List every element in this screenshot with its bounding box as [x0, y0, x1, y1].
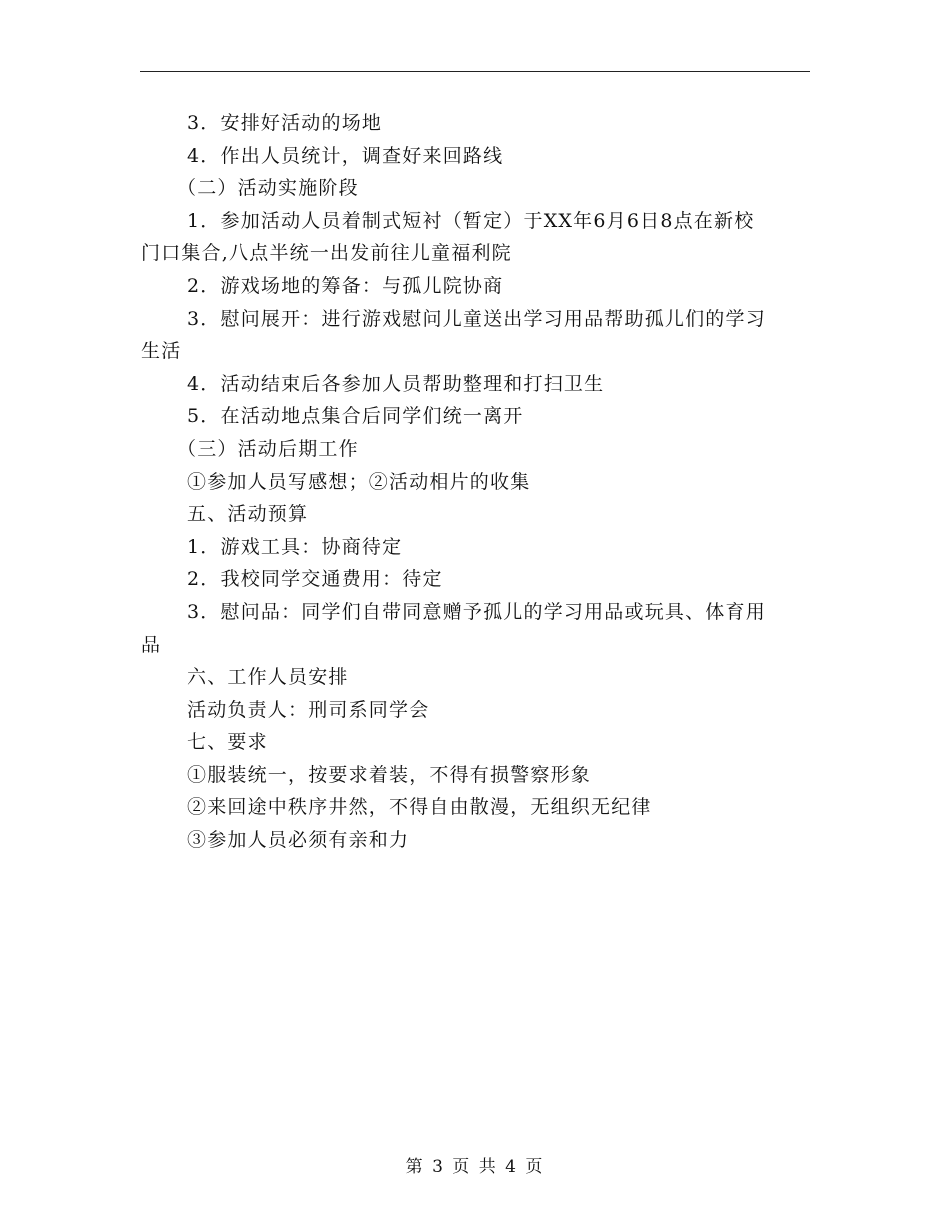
- list-item-dress-code: ①服装统一，按要求着装，不得有损警察形象: [187, 763, 592, 786]
- paragraph-gifts: 3．慰问品：同学们自带同意赠予孤儿的学习用品或玩具、体育用: [187, 600, 766, 623]
- document-body: [141, 107, 811, 857]
- list-item-game-venue: 2．游戏场地的筹备：与孤儿院协商: [187, 274, 504, 297]
- paragraph-visit: 3．慰问展开：进行游戏慰问儿童送出学习用品帮助孤儿们的学习: [187, 307, 766, 330]
- paragraph-assembly-continued: 门口集合,八点半统一出发前往儿童福利院: [141, 242, 512, 265]
- list-item-departure: 5．在活动地点集合后同学们统一离开: [187, 405, 524, 428]
- list-item-organizer: 活动负责人：刑司系同学会: [187, 698, 430, 721]
- list-item-reflections: ①参加人员写感想；②活动相片的收集: [187, 470, 531, 493]
- section-heading-budget: 五、活动预算: [187, 503, 309, 526]
- list-item-venue: 3．安排好活动的场地: [187, 112, 383, 134]
- list-item-transport: 2．我校同学交通费用：待定: [187, 568, 443, 591]
- paragraph-assembly: 1．参加活动人员着制式短衬（暂定）于XX年6月6日8点在新校: [187, 209, 755, 232]
- list-item-game-tools: 1．游戏工具：协商待定: [187, 535, 403, 558]
- paragraph-gifts-continued: 品: [141, 633, 162, 656]
- list-item-discipline: ②来回途中秩序井然，不得自由散漫，无组织无纪律: [187, 796, 652, 819]
- list-item-friendliness: ③参加人员必须有亲和力: [187, 829, 410, 852]
- section-heading-requirements: 七、要求: [187, 731, 268, 754]
- paragraph-visit-continued: 生活: [141, 340, 182, 363]
- page-number: 第 3 页 共 4 页: [405, 1157, 545, 1177]
- section-heading-implementation: （二）活动实施阶段: [177, 177, 359, 200]
- section-heading-followup: （三）活动后期工作: [177, 437, 359, 460]
- section-heading-staff: 六、工作人员安排: [187, 666, 349, 689]
- header-rule: [140, 71, 810, 72]
- list-item-statistics: 4．作出人员统计，调查好来回路线: [187, 144, 504, 167]
- list-item-cleanup: 4．活动结束后各参加人员帮助整理和打扫卫生: [187, 372, 605, 395]
